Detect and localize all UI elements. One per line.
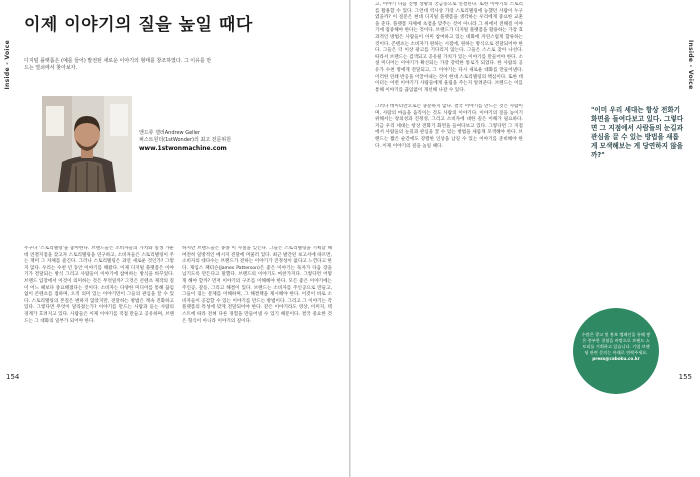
body-column-1 <box>375 2 523 98</box>
body-text: 고, 이야기 다음 진행 상황의 궁금증으로 연결된다. 또한 이야기의 스토리를 활용할 수 있다. 그런데 역사상 가장 스토리텔링에 능했던 사람이 누구였을까? 이 질문은 현대 디지털 플랫폼을 생각하는 우리에게 중요한 교훈을 준다. 플랫폼 자체에 초점을 맞추는 것이 아니라 그 위에서 전해질 이야기에 집중해야 한다는 것이다. 브랜드가 디지털 플랫폼을 활용하는 가장 효과적인 방법은 사람들이 이미 참여하고 있는 대화에 자연스럽게 합류하는 것이다. 콘텐츠는 소비자가 원하는 시점에, 원하는 방식으로 전달되어야 한다. 그들은 더 이상 광고를 기다리지 않는다. 그들은 스스로 찾아 나선다. 따라서 브랜드는 검색되고 공유될 가치가 있는 이야기를 만들어야 한다. 소셜 미디어는 이야기가 확산되는 가장 강력한 통로가 되었다. 한 사람의 공유가 수천 명에게 전달되고, 그 이야기는 다시 새로운 대화를 만들어낸다. 이러한 연쇄 반응을 이끌어내는 것이 현대 스토리텔링의 핵심이다. 또한 데이터는 어떤 이야기가 사람들에게 울림을 주는지 알려준다. 브랜드는 이를 통해 이야기를 끊임없이 개선해 나갈 수 있다. <box>375 2 523 93</box>
author-photo <box>42 96 132 192</box>
body-text: 하지만 브랜드들은 종종 이 사실을 잊는다. 그들은 스토리텔링을 기획할 때 여전히 일방적인 메시지 전달에 머물러 있다. 최근 발간된 보고서에 따르면, 소비자의 대다수는 브랜드가 전하는 이야기가 진정성이 없다고 느낀다고 한다. 제임스 패터슨(James Patterson)은 좋은 이야기는 독자가 다음 장을 넘기도록 만든다고 말했다. 브랜드의 이야기도 마찬가지다. 그렇다면 어떻게 해야 할까? 먼저 이야기의 구조를 이해해야 한다. 모든 좋은 이야기에는 주인공, 갈등, 그리고 해결이 있다. 브랜드는 소비자를 주인공으로 만들고, 그들이 겪는 문제를 이해하며, 그 해결책을 제시해야 한다. 이것이 바로 소비자들이 공감할 수 있는 이야기를 만드는 방법이다. 그리고 그 이야기는 각 플랫폼의 특성에 맞게 전달되어야 한다. 같은 이야기라도 영상, 이미지, 텍스트에 따라 전혀 다른 경험을 만들어낼 수 있기 때문이다. 결국 중요한 것은 형식이 아니라 이야기의 질이다. <box>182 246 332 324</box>
body-column-1 <box>24 246 174 477</box>
contact-description: 수많은 광고 및 홍보 캠페인을 통해 쌓은 풍부한 경험을 바탕으로 브랜드 스토리를 기획하고 있습니다. 기업 브랜딩 관련 문의는 아래로 연락주세요. <box>581 332 651 355</box>
author-portrait-image <box>42 96 132 192</box>
article-lede: 디지털 플랫폼은 (예를 들어) 발전된 새로운 이야기의 형태를 창조하였다. 그 이유를 만드는 열쇠에서 찾아보자. <box>24 58 212 71</box>
section-label-left: Inside - Voice <box>4 40 11 90</box>
pull-quote: "이미 우리 세대는 항상 전화기 화면을 들여다보고 있다. 그렇다면 그 지점에서 사람들의 눈길과 관심을 끌 수 있는 방법을 새롭게 모색해보는 게 당연하지 않을까?" <box>591 106 684 159</box>
page-number-left: 154 <box>6 373 20 381</box>
article-title: 이제 이야기의 질을 높일 때다 <box>24 15 253 35</box>
page-number-right: 155 <box>678 373 692 381</box>
section-label-right: Inside - Voice <box>687 40 694 90</box>
body-column-1-continued <box>375 104 523 312</box>
body-text: 누구나 '스토리텔링'을 좋아한다. 브랜드들은 소비자들의 가치와 일생 가운데 연결지점을 찾고자 스토리텔링을 연구하고, 소비자들은 스토리텔링이 주는 재미 그 자체를 즐긴다. 그러나 스토리텔링은 과연 새로운 것인가? 그렇지 않다. 우리는 수천 년 동안 이야기를 해왔다. 이제 디지털 플랫폼은 이야기가 전달되는 방식 그리고 사람들이 이야기에 참여하는 방식을 바꾸었다. 브랜드 입장에서 이것이 의미하는 것은 무엇일까? 그것은 콘텐츠 제작의 질이 어느 때보다 중요해졌다는 것이다. 소비자는 다양한 미디어를 통해 끊임없이 콘텐츠를 접하며, 오직 의미 있는 이야기만이 그들의 관심을 끌 수 있다. 스토리텔링의 본질은 변하지 않았지만, 전달하는 방법은 계속 진화하고 있다. 그렇다면 무엇이 달라졌는가? 이야기를 만드는 사람과 듣는 사람의 경계가 흐려지고 있다. 사람들은 이제 이야기를 직접 만들고 공유하며, 브랜드는 그 대화의 일부가 되어야 한다. <box>24 246 174 324</box>
contact-email[interactable]: press@caboku.co.kr <box>592 356 640 361</box>
body-text: 그러나 데이터만으로는 충분하지 않다. 결국 이야기를 만드는 것은 사람이며, 사람의 마음을 움직이는 것도 사람의 이야기다. 이야기의 질을 높이기 위해서는 창의성과 진정성, 그리고 소비자에 대한 깊은 이해가 필요하다. 지금 우리 세대는 항상 전화기 화면을 들여다보고 있다. 그렇다면 그 지점에서 사람들의 눈길과 관심을 끌 수 있는 방법을 새롭게 모색해야 한다. 브랜드는 짧은 순간에도 강렬한 인상을 남길 수 있는 이야기를 준비해야 한다. 이제 이야기의 질을 높일 때다. <box>375 104 523 149</box>
author-website[interactable]: www.1stwonmachine.com <box>139 145 227 152</box>
contact-circle-text <box>581 332 651 362</box>
author-byline <box>139 130 319 152</box>
body-column-2 <box>182 246 332 477</box>
author-organization: 퍼스트원더(1stWonder)의 최고 전문위원 <box>139 137 231 143</box>
right-page <box>351 0 700 477</box>
left-page <box>0 0 349 477</box>
author-name: 앤드류 겔러Andrew Geller <box>139 130 201 136</box>
contact-circle <box>573 308 659 394</box>
